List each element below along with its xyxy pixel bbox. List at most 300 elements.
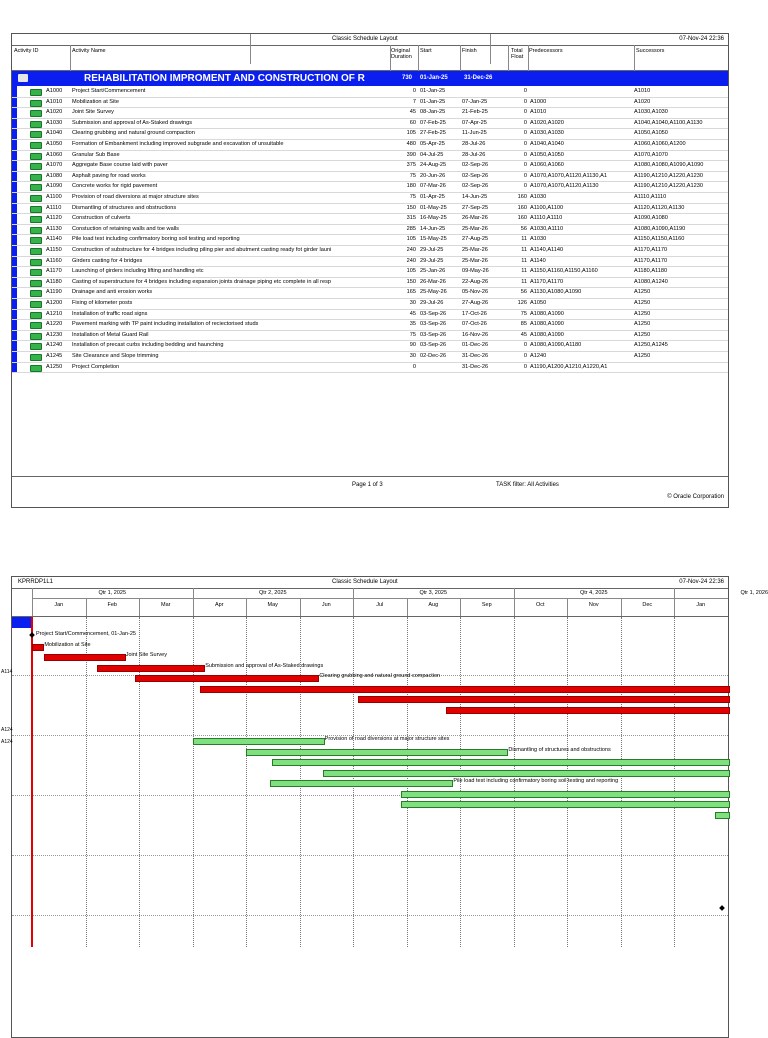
cell-pred: A1000 <box>530 98 547 105</box>
cell-pred: A1020,A1020 <box>530 119 564 126</box>
month-label: Jan <box>54 602 64 608</box>
cell-pred: A1080,A1090 <box>530 331 564 338</box>
print-date: 07-Nov-24 22:36 <box>679 36 724 42</box>
cell-id: A1220 <box>46 321 63 328</box>
cell-start: 03-Sep-26 <box>420 342 447 349</box>
cell-start: 07-Mar-26 <box>420 183 446 190</box>
cell-float: 0 <box>523 98 527 105</box>
cell-dur: 7 <box>412 98 416 105</box>
month-divider <box>86 598 87 616</box>
task-bar-icon <box>30 174 42 181</box>
month-divider <box>674 598 675 616</box>
cell-float: 0 <box>523 172 527 179</box>
cell-start: 03-Sep-26 <box>420 321 447 328</box>
month-divider <box>353 598 354 616</box>
activity-bar[interactable] <box>446 707 730 714</box>
cell-succ: A1020 <box>634 98 651 105</box>
cell-name: Drainage and anti erosion works <box>72 289 153 296</box>
cell-succ: A1120,A1120,A1130 <box>634 204 685 211</box>
cell-pred: A1140,A1140 <box>530 247 564 253</box>
gantt-area <box>12 617 728 957</box>
activity-bar[interactable] <box>44 654 126 661</box>
cell-float: 126 <box>517 300 527 306</box>
cell-float: 11 <box>521 257 527 264</box>
cell-dur: 105 <box>406 130 416 137</box>
col-duration[interactable]: Original Duration <box>391 48 412 60</box>
task-bar-icon <box>30 259 42 266</box>
cell-dur: 105 <box>406 268 416 275</box>
month-label: Mar <box>161 602 171 608</box>
cell-start: 07-Feb-25 <box>420 119 446 126</box>
cell-start: 03-Sep-26 <box>420 331 447 338</box>
cell-float: 160 <box>517 194 527 200</box>
wbs-name: REHABILITATION IMPROMENT AND CONSTRUCTION OF R <box>84 73 365 84</box>
activity-bar[interactable] <box>358 696 730 703</box>
cell-finish: 25-Mar-26 <box>462 257 488 264</box>
cell-id: A1230 <box>46 331 63 338</box>
task-bar-icon <box>30 121 42 128</box>
cell-pred: A1070,A1070,A1120,A1130 <box>530 183 599 190</box>
activity-bar[interactable] <box>135 675 319 682</box>
bar-label: Project Start/Commencement, 01-Jan-25 <box>36 631 136 637</box>
quarter-label: Qtr 4, 2025 <box>579 590 608 596</box>
cell-name: Pile load test including confirmatory boring soil testing and reporting <box>72 236 240 243</box>
cell-succ: A1250 <box>634 331 651 338</box>
bar-label: Dismantling of structures and obstructions <box>508 746 611 753</box>
month-label: Nov <box>588 602 599 608</box>
cell-finish: 26-Mar-26 <box>462 215 488 222</box>
month-label: Dec <box>642 602 653 608</box>
page-number: Page 1 of 3 <box>352 482 383 488</box>
month-gridline <box>86 617 87 947</box>
month-label: Oct <box>535 602 545 608</box>
cell-id: A1250 <box>46 363 63 370</box>
quarter-label: Qtr 1, 2025 <box>98 590 127 596</box>
cell-finish: 14-Jun-25 <box>462 194 488 200</box>
cell-name: Pavement marking with TP paint including installation of reciectorised studs <box>72 321 259 328</box>
quarter-label: Qtr 1, 2026 <box>740 590 768 596</box>
cell-id: A1160 <box>46 257 62 264</box>
cell-id: A1100 <box>46 194 62 200</box>
cell-dur: 180 <box>406 183 416 190</box>
cell-succ: A1040,A1040,A1100,A1130 <box>634 119 703 126</box>
cell-dur: 285 <box>406 225 416 232</box>
task-bar-icon <box>30 131 42 138</box>
cell-float: 11 <box>521 247 527 253</box>
month-label: Feb <box>107 602 117 608</box>
cell-succ: A1180,A1180 <box>634 268 668 275</box>
month-divider <box>300 598 301 616</box>
cell-start: 03-Sep-26 <box>420 310 447 317</box>
cell-succ: A1090,A1080 <box>634 215 668 222</box>
cell-id: A1090 <box>46 183 63 190</box>
cell-finish: 31-Dec-26 <box>462 363 489 370</box>
cell-start: 08-Jan-25 <box>420 109 446 116</box>
activity-bar[interactable] <box>246 749 508 756</box>
task-bar-icon <box>30 227 42 234</box>
cell-dur: 150 <box>406 278 416 285</box>
wbs-finish: 31-Dec-26 <box>464 75 493 81</box>
cell-float: 75 <box>520 310 527 317</box>
timescale-divider <box>32 598 728 599</box>
cell-name: Provision of road diversions at major structure sites <box>72 194 199 200</box>
month-label: Jun <box>321 602 331 608</box>
col-activity-name[interactable]: Activity Name <box>72 48 106 54</box>
cell-dur: 240 <box>406 257 416 264</box>
cell-finish: 02-Sep-26 <box>462 172 489 179</box>
cell-float: 56 <box>520 289 527 296</box>
cell-pred: A1150,A1160,A1150,A1160 <box>530 268 598 275</box>
cell-float: 0 <box>523 130 527 137</box>
cell-name: Construction of culverts <box>72 215 131 222</box>
cell-float: 0 <box>523 353 527 359</box>
month-label: Jul <box>376 602 384 608</box>
cell-dur: 480 <box>406 141 416 147</box>
column-divider <box>70 45 71 71</box>
cell-pred: A1080,A1090 <box>530 321 564 328</box>
cell-float: 160 <box>517 215 527 222</box>
task-bar-icon <box>30 184 42 191</box>
cell-name: Site Clearance and Slope trimming <box>72 353 159 359</box>
cell-succ: A1250,A1245 <box>634 342 668 349</box>
activity-bar[interactable] <box>200 686 730 693</box>
cell-dur: 45 <box>409 109 416 116</box>
cell-dur: 375 <box>406 162 416 169</box>
cell-pred: A1050 <box>530 300 547 306</box>
gantt-chart-page <box>1 576 768 1038</box>
cell-dur: 0 <box>412 88 416 94</box>
cell-finish: 25-Mar-26 <box>462 225 488 232</box>
folder-icon <box>18 74 28 82</box>
cell-name: Formation of Embankment including improved subgrade and excavation of unsuitable <box>72 141 284 147</box>
task-bar-icon <box>30 163 42 170</box>
cell-pred: A1030,A1110 <box>530 225 564 232</box>
month-divider <box>407 598 408 616</box>
activity-bar[interactable] <box>97 665 205 672</box>
cell-succ: A1250 <box>634 300 651 306</box>
column-divider <box>528 45 529 71</box>
cell-finish: 25-Mar-26 <box>462 247 488 253</box>
task-bar-icon <box>30 89 42 96</box>
cell-id: A1000 <box>46 88 63 94</box>
cell-id: A1130 <box>46 225 62 232</box>
cell-pred: A1130,A1080,A1090 <box>530 289 582 296</box>
cell-dur: 35 <box>409 321 416 328</box>
month-label: Aug <box>428 602 439 608</box>
bar-label: Clearing grubbing and natural ground compaction <box>319 673 441 679</box>
cell-start: 20-Jun-26 <box>420 172 446 179</box>
task-bar-icon <box>30 206 42 213</box>
cell-finish: 21-Feb-25 <box>462 109 488 116</box>
cell-succ: A1060,A1060,A1200 <box>634 141 686 147</box>
cell-float: 0 <box>523 151 527 158</box>
cell-pred: A1010 <box>530 109 547 116</box>
task-bar-icon <box>30 333 42 340</box>
cell-succ: A1190,A1210,A1220,A1230 <box>634 183 703 190</box>
cell-start: 01-May-25 <box>420 204 447 211</box>
task-filter: TASK filter: All Activities <box>496 482 559 488</box>
task-bar-icon <box>30 312 42 319</box>
column-divider <box>508 45 509 71</box>
cell-start: 05-Apr-25 <box>420 141 445 147</box>
task-bar-icon <box>30 110 42 117</box>
cell-name: Concrete works for rigid pavement <box>72 183 158 190</box>
cell-pred: A1190,A1200,A1210,A1220,A1 <box>530 363 608 370</box>
project-id: KPRRDP1L1 <box>18 579 54 585</box>
gantt-layout-title: Classic Schedule Layout <box>332 579 398 585</box>
month-label: Jan <box>696 602 706 608</box>
cell-float: 11 <box>521 268 527 275</box>
cell-start: 25-Jan-26 <box>420 268 446 275</box>
cell-id: A1060 <box>46 151 63 158</box>
page-footer <box>12 476 728 507</box>
cell-name: Construction of substructure for 4 bridges including piling pier and abutment casting ready fot girder launi <box>72 247 332 253</box>
cell-name: Girders casting for 4 bridges <box>72 257 143 264</box>
cell-id: A1245 <box>46 353 63 359</box>
cell-finish: 27-Aug-25 <box>462 236 489 243</box>
cell-pred: A1050,A1050 <box>530 151 564 158</box>
month-divider <box>460 598 461 616</box>
cell-float: 85 <box>520 321 527 328</box>
column-divider <box>418 45 419 71</box>
cell-dur: 150 <box>406 204 416 211</box>
task-bar-icon <box>30 237 42 244</box>
data-date-line <box>31 617 33 947</box>
task-bar-icon <box>30 100 42 107</box>
row-gridline <box>12 915 728 916</box>
cell-succ: A1150,A1150,A1160 <box>634 236 685 243</box>
task-bar-icon <box>30 343 42 350</box>
cell-float: 0 <box>523 363 527 370</box>
cell-finish: 09-May-26 <box>462 268 489 275</box>
cell-succ: A1080,A1090,A1190 <box>634 225 686 232</box>
cell-id: A1020 <box>46 109 63 116</box>
cell-succ: A1080,A1240 <box>634 278 668 285</box>
month-label: May <box>267 602 278 608</box>
activity-bar[interactable] <box>272 759 730 766</box>
cell-start: 01-Apr-25 <box>420 194 445 200</box>
cell-start: 29-Jul-25 <box>420 257 444 264</box>
cell-pred: A1110,A1110 <box>530 215 563 222</box>
task-bar-icon <box>30 301 42 308</box>
cell-dur: 45 <box>409 310 416 317</box>
cell-id: A1200 <box>46 300 63 306</box>
cell-name: Aggregate Base course laid with paver <box>72 162 168 169</box>
copyright: © Oracle Corporation <box>667 494 724 500</box>
table-row[interactable] <box>12 362 728 374</box>
cell-start: 01-Jan-25 <box>420 88 446 94</box>
cell-finish: 22-Aug-26 <box>462 278 489 285</box>
cell-dur: 90 <box>409 342 416 349</box>
cell-dur: 390 <box>406 151 416 158</box>
col-start[interactable]: Start <box>420 48 432 54</box>
cell-finish: 05-Nov-26 <box>462 289 489 296</box>
cell-name: Fixing of kilometer posts <box>72 300 133 306</box>
cell-float: 0 <box>523 183 527 190</box>
cell-start: 15-May-25 <box>420 236 447 243</box>
cell-id: A1210 <box>46 310 63 317</box>
task-bar-icon <box>30 280 42 287</box>
schedule-table-page <box>11 33 729 508</box>
cell-start: 25-May-26 <box>420 289 447 296</box>
cell-name: Installation of traffic road signs <box>72 310 148 317</box>
cell-pred: A1040,A1040 <box>530 141 564 147</box>
activity-bar[interactable] <box>32 644 44 651</box>
cell-succ: A1250 <box>634 289 651 296</box>
cell-pred: A1030 <box>530 236 547 243</box>
cell-id: A1070 <box>46 162 63 169</box>
cell-id: A1170 <box>46 268 62 275</box>
col-successors[interactable]: Successors <box>636 48 665 54</box>
cell-id: A1080 <box>46 172 63 179</box>
bar-label: Mobilization at Site <box>44 641 91 648</box>
col-activity-id[interactable]: Activity ID <box>14 48 39 54</box>
cell-id: A1010 <box>46 98 63 105</box>
month-divider <box>567 598 568 616</box>
activity-bar[interactable] <box>401 801 730 808</box>
cell-start: 14-Jun-25 <box>420 225 446 232</box>
gantt-print-date: 07-Nov-24 22:36 <box>679 579 724 585</box>
month-divider <box>514 598 515 616</box>
cell-succ: A1050,A1050 <box>634 130 668 137</box>
cell-finish: 17-Oct-26 <box>462 310 487 317</box>
column-divider <box>390 45 391 71</box>
cell-succ: A1170,A1170 <box>634 257 668 264</box>
cell-succ: A1010 <box>634 88 651 94</box>
bar-label: Pile load test including confirmatory boring soil testing and reporting <box>453 778 619 784</box>
cell-id: A1140 <box>46 236 62 243</box>
activity-bar[interactable] <box>323 770 730 777</box>
cell-id: A1110 <box>46 204 62 211</box>
activity-bar[interactable] <box>715 812 730 819</box>
cell-dur: 165 <box>406 289 416 296</box>
cell-name: Joint Site Survey <box>72 109 114 116</box>
cell-float: 0 <box>523 119 527 126</box>
cell-start: 29-Jul-26 <box>420 300 444 306</box>
cell-succ: A1250 <box>634 310 651 317</box>
cell-pred: A1030,A1030 <box>530 130 564 137</box>
cell-float: 56 <box>520 225 527 232</box>
cell-pred: A1080,A1090 <box>530 310 564 317</box>
task-bar-icon <box>30 195 42 202</box>
task-bar-icon <box>30 248 42 255</box>
bar-label: Submission and approval of As-Staked drawings <box>205 662 324 669</box>
task-bar-icon <box>30 216 42 223</box>
task-bar-icon <box>30 365 42 372</box>
cell-float: 0 <box>523 109 527 116</box>
month-divider <box>139 598 140 616</box>
task-bar-icon <box>30 142 42 149</box>
cell-dur: 75 <box>409 331 416 338</box>
month-divider <box>621 598 622 616</box>
cell-start: 04-Jul-25 <box>420 151 444 158</box>
bar-label: Provision of road diversions at major structure sites <box>324 736 450 742</box>
cell-id: A1030 <box>46 119 63 126</box>
cell-succ: A1250 <box>634 321 651 328</box>
cell-dur: 75 <box>409 172 416 179</box>
column-divider <box>460 45 461 71</box>
month-divider <box>193 598 194 616</box>
cell-name: Installation of Metal Guard Rail <box>72 331 149 338</box>
cell-dur: 240 <box>406 247 416 253</box>
cell-dur: 105 <box>406 236 416 243</box>
cell-name: Mobilization at Site <box>72 98 119 105</box>
cell-id: A1120 <box>46 215 62 222</box>
col-float[interactable]: Total Float <box>511 48 524 60</box>
cell-start: 27-Feb-25 <box>420 130 446 137</box>
cell-float: 0 <box>523 342 527 349</box>
cell-start: 01-Jan-25 <box>420 98 446 105</box>
cell-id: A1240 <box>46 342 63 349</box>
cell-id: A1150 <box>46 247 62 253</box>
cell-succ: A1110,A1110 <box>634 194 667 200</box>
task-bar-icon <box>30 153 42 160</box>
task-bar-icon <box>30 354 42 361</box>
cell-finish: 28-Jul-26 <box>462 151 486 158</box>
cell-id: A1180 <box>46 278 62 285</box>
col-finish[interactable]: Finish <box>462 48 477 54</box>
cell-succ: A1250 <box>634 353 651 359</box>
cell-finish: 02-Sep-26 <box>462 183 489 190</box>
activity-bar[interactable] <box>401 791 730 798</box>
cell-id: A1040 <box>46 130 63 137</box>
cell-succ: A1190,A1210,A1220,A1230 <box>634 172 703 179</box>
cell-name: Granular Sub Base <box>72 151 120 158</box>
cell-float: 0 <box>523 88 527 94</box>
cell-float: 160 <box>517 204 527 211</box>
month-gridline <box>674 617 675 947</box>
col-predecessors[interactable]: Predecessors <box>529 48 563 54</box>
cell-name: Constuction of retaining walls and toe walls <box>72 225 179 232</box>
wbs-duration: 730 <box>402 75 413 81</box>
cell-name: Project Completion <box>72 363 120 370</box>
wbs-band[interactable] <box>12 71 728 86</box>
cell-finish: 01-Dec-26 <box>462 342 489 349</box>
cell-finish: 16-Nov-26 <box>462 331 489 338</box>
cell-dur: 75 <box>409 194 416 200</box>
cell-succ: A1080,A1080,A1090,A1090 <box>634 162 704 169</box>
cell-dur: 60 <box>409 119 416 126</box>
wbs-start: 01-Jan-25 <box>420 75 448 81</box>
cell-finish: 11-Jun-25 <box>462 130 487 137</box>
month-label: Sep <box>481 602 492 608</box>
activity-bar[interactable] <box>193 738 325 745</box>
cell-id: A1190 <box>46 289 62 296</box>
cell-finish: 27-Aug-26 <box>462 300 489 306</box>
cell-pred: A1140 <box>530 257 546 264</box>
activity-bar[interactable] <box>270 780 453 787</box>
timescale <box>12 588 768 617</box>
cell-start: 16-May-25 <box>420 215 447 222</box>
task-bar-icon <box>30 269 42 276</box>
cell-succ: A1030,A1030 <box>634 109 668 116</box>
cell-finish: 07-Apr-25 <box>462 119 487 126</box>
cell-succ: A1070,A1070 <box>634 151 668 158</box>
month-gridline <box>621 617 622 947</box>
cell-finish: 27-Sep-25 <box>462 204 489 211</box>
row-gridline <box>12 855 728 856</box>
cell-float: 0 <box>523 162 527 169</box>
footer-divider <box>250 34 251 64</box>
month-label: Apr <box>214 602 224 608</box>
milestone-marker[interactable] <box>719 905 725 911</box>
cell-float: 11 <box>521 236 527 243</box>
truncated-activity-id: A124 <box>1 727 13 733</box>
cell-dur: 0 <box>412 363 416 370</box>
quarter-label: Qtr 2, 2025 <box>258 590 287 596</box>
cell-pred: A1170,A1170 <box>530 278 564 285</box>
cell-name: Installation of precast curbs including bedding and haunching <box>72 342 224 349</box>
